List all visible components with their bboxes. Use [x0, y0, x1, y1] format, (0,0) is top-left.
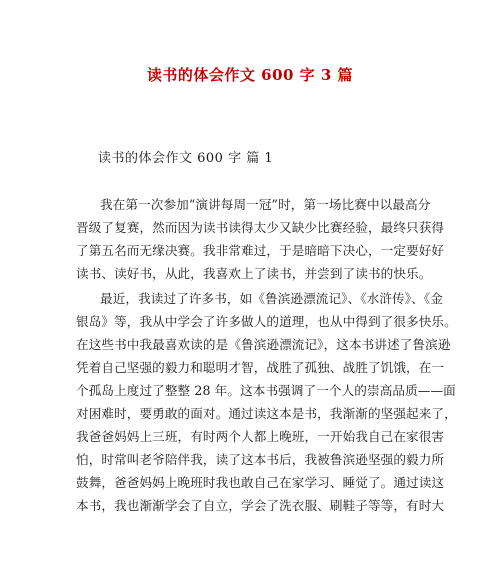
text-line: 个孤岛上度过了整整 28 年。这本书强调了一个人的崇高品质——面: [76, 383, 456, 398]
document-title: 读书的体会作文 600 字 3 篇: [146, 66, 354, 84]
text-line: 读书、读好书，从此，我喜欢上了读书，并尝到了读书的快乐。: [76, 266, 432, 281]
body-text: [76, 193, 457, 519]
text-line: 银岛》等，我从中学会了许多做人的道理，也从中得到了很多快乐。: [76, 314, 457, 329]
paragraph-2: [76, 287, 457, 517]
text-line: 我爸爸妈妈上三班，有时两个人都上晚班，一开始我自己在家很害: [76, 429, 445, 444]
text-line: 晋级了复赛，然而因为读书读得太少又缺少比赛经验，最终只获得: [76, 220, 445, 235]
text-line: 本书，我也渐渐学会了自立，学会了洗衣服、刷鞋子等等，有时大: [76, 498, 445, 513]
text-line: 怕，时常叫老爷陪伴我，读了这本书后，我被鲁滨逊坚强的毅力所: [76, 452, 445, 467]
text-line: 我在第一次参加“演讲每周一冠”时，第一场比赛中以最高分: [100, 197, 431, 212]
text-line: 鼓舞，爸爸妈妈上晚班时我也敢自己在家学习、睡觉了。通过读这: [76, 475, 445, 490]
paragraph-1: [76, 193, 445, 285]
section-heading: 读书的体会作文 600 字 篇 1: [98, 151, 274, 166]
text-line: 在这些书中我最喜欢读的是《鲁滨逊漂流记》，这本书讲述了鲁滨逊: [76, 337, 451, 352]
text-line: 了第五名而无缘决赛。我非常难过，于是暗暗下决心，一定要好好: [76, 243, 445, 258]
text-line: 凭着自己坚强的毅力和聪明才智，战胜了孤独、战胜了饥饿，在一: [76, 360, 445, 375]
text-line: 最近，我读过了许多书，如《鲁滨逊漂流记》、《水浒传》、《金: [100, 291, 443, 306]
text-line: 对困难时，要勇敢的面对。通过读这本是书，我渐渐的坚强起来了，: [76, 406, 457, 421]
